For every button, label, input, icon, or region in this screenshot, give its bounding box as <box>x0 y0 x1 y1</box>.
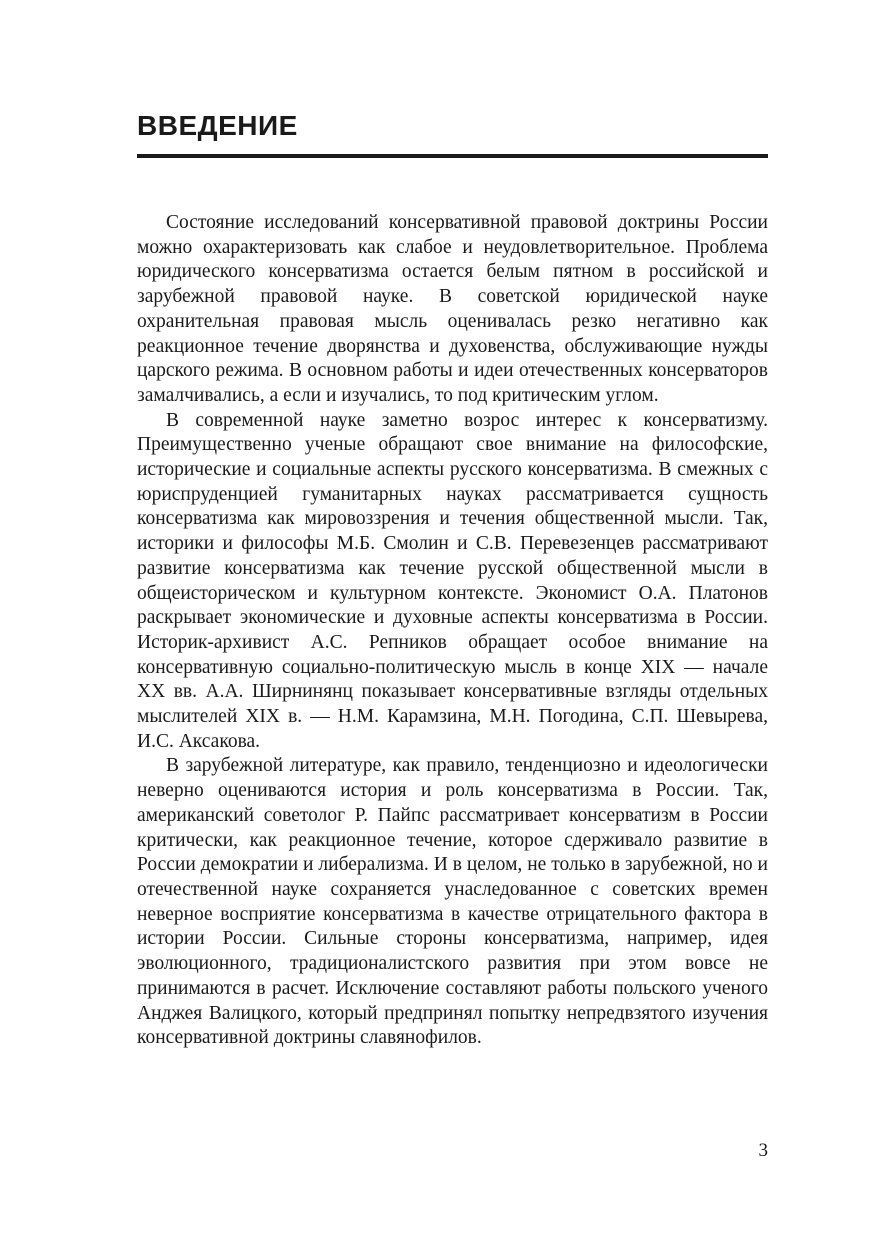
chapter-heading: ВВЕДЕНИЕ <box>137 110 298 141</box>
paragraph-2: В современной науке заметно возрос интерес к консерватизму. Преимущественно ученые обращают свое внимание на философские, исторические и социальные аспекты русского консерватизма. В смежных с юриспруденцией гуманитарных науках рассматривается сущность консерватизма как мировоззрения и течения общественной мысли. Так, историки и философы М.Б. Смолин и С.В. Перевезенцев рассматривают развитие консерватизма как течение русской общественной мысли в общеисторическом и культурном контексте. Экономист О.А. Платонов раскрывает экономические и духовные аспекты консерватизма в России. Историк-архивист А.С. Репников обращает особое внимание на консервативную социально-политическую мысль в конце XIX — начале XX вв. А.А. Ширнинянц показывает консервативные взгляды отдельных мыслителей XIX в. — Н.М. Карамзина, М.Н. Погодина, С.П. Шевырева, И.С. Аксакова. <box>137 409 768 752</box>
heading-rule <box>137 154 768 158</box>
paragraph-1: Состояние исследований консервативной правовой доктрины России можно охарактеризовать как слабое и неудовлетворительное. Проблема юридического консерватизма остается белым пятном в российской и зарубежной правовой науке. В советской юридической науке охранительная правовая мысль оценивалась резко негативно как реакционное течение дворянства и духовенства, обслуживающие нужды царского режима. В основном работы и идеи отечественных консерваторов замалчивались, а если и изучались, то под критическим углом. <box>137 212 768 406</box>
paragraph-3: В зарубежной литературе, как правило, тенденциозно и идеологически неверно оцениваются история и роль консерватизма в России. Так, американский советолог Р. Пайпс рассматривает консерватизм в России критически, как реакционное течение, которое сдерживало развитие в России демократии и либерализма. И в целом, не только в зарубежной, но и отечественной науке сохраняется унаследованное с советских времен неверное восприятие консерватизма в качестве отрицательного фактора в истории России. Сильные стороны консерватизма, например, идея эволюционного, традиционалистского развития при этом вовсе не принимаются в расчет. Исключение составляют работы польского ученого Анджея Валицкого, который предпринял попытку непредвзятого изучения консервативной доктрины славянофилов. <box>137 755 768 1049</box>
page-number: 3 <box>758 1140 768 1161</box>
body-text <box>137 211 768 1051</box>
